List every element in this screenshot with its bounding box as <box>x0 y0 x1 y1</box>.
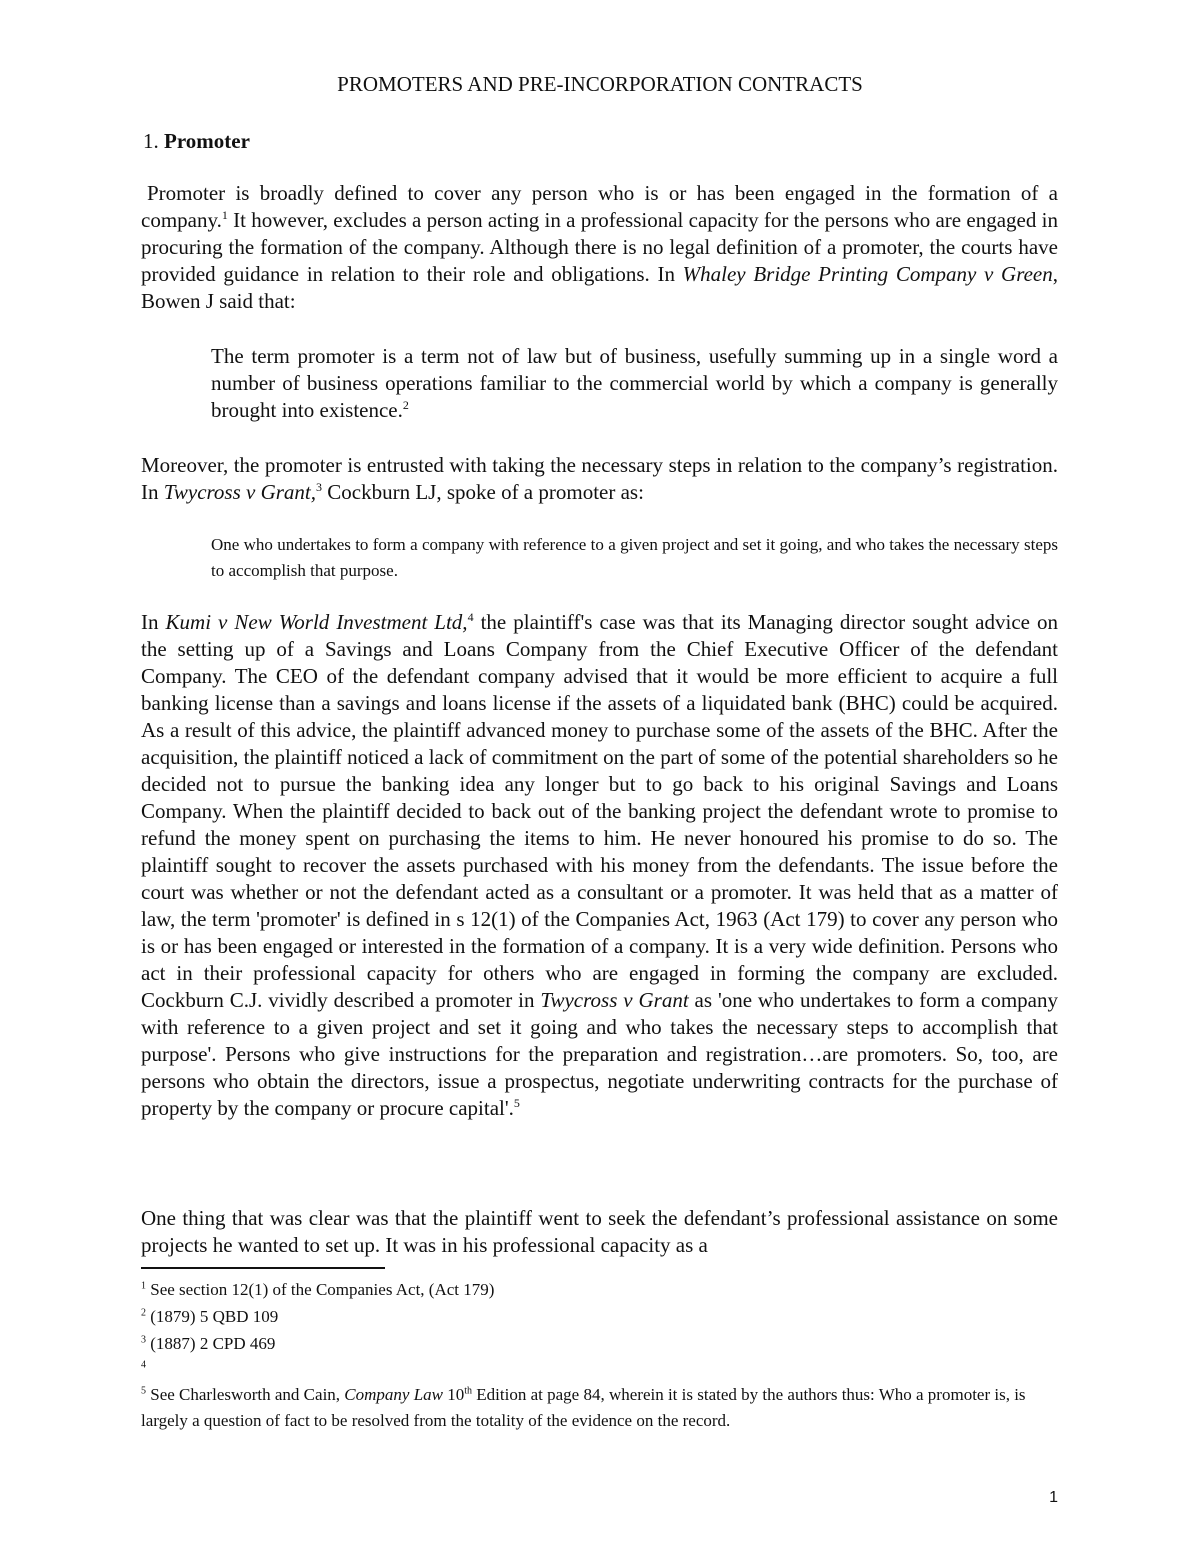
footnote-number: 4 <box>141 1359 146 1371</box>
text-run: It however, excludes a person acting in a professional capacity for the persons who are engaged in procuring the formation of the company. Although there is no legal definition of a promoter, the courts have provided guidance in relation to their role and obligations. In <box>141 208 1058 286</box>
footnote-3 <box>141 1331 1058 1357</box>
footnote-text: Edition at page 84, wherein it is stated by the authors thus: Who a promoter is, is largely a question of fact to be resolved from the totality of the evidence on the record. <box>141 1385 1026 1430</box>
footnote-text: 10 <box>443 1385 465 1404</box>
footnote-number: 1 <box>141 1280 146 1292</box>
block-quote-bowen <box>211 343 1058 424</box>
text-run: Moreover, the promoter is entrusted with taking the necessary steps in relation to the company’s registration. In <box>141 453 1058 504</box>
footnote-ref: 2 <box>402 398 409 412</box>
section-title: Promoter <box>164 129 250 153</box>
footnote-text: (1887) 2 CPD 469 <box>146 1334 276 1353</box>
text-run: In <box>141 610 166 634</box>
footnote-ref: 3 <box>316 480 322 494</box>
quote-text: The term promoter is a term not of law but of business, usefully summing up in a single word a number of business operations familiar to the commercial world by which a company is generally brought into existence. <box>211 344 1058 422</box>
footnote-4 <box>141 1356 1058 1382</box>
footnote-number: 5 <box>141 1385 146 1397</box>
section-number: 1. <box>143 129 159 153</box>
footnote-text: (1879) 5 QBD 109 <box>146 1307 279 1326</box>
footnote-number: 3 <box>141 1334 146 1346</box>
footnote-text: See Charlesworth and Cain, <box>146 1385 345 1404</box>
section-heading <box>143 127 250 155</box>
text-run: as 'one who undertakes to form a company with reference to a given project and set it going and who takes the necessary steps to accomplish that purpose'. Persons who give instructions for the preparation and registration…are promoters. So, too, are persons who obtain the directors, issue a prospectus, negotiate underwriting contracts for the purchase of property by the company or procure capital'. <box>141 988 1058 1120</box>
footnote-separator <box>141 1267 385 1269</box>
text-run: , Bowen J said that: <box>141 262 1058 313</box>
footnote-1 <box>141 1277 1058 1303</box>
case-name: Twycross v Grant, <box>163 480 316 504</box>
paragraph-registration <box>141 452 1058 506</box>
footnote-number: 2 <box>141 1307 146 1319</box>
text-run: the plaintiff's case was that its Managing director sought advice on the setting up of a Savings and Loans Company from the Chief Executive Officer of the defendant Company. The CEO of the defendant company advised that it would be more efficient to acquire a full banking license than a savings and loans license if the assets of a liquidated bank (BHC) could be acquired. As a result of this advice, the plaintiff advanced money to purchase some of the assets of the BHC. After the acquisition, the plaintiff noticed a lack of commitment on the part of some of the potential shareholders so he decided not to pursue the banking idea any longer but to go back to his original Savings and Loans Company. When the plaintiff decided to back out of the banking project the defendant wrote to promise to refund the money spent on purchasing the items to him. He never honoured his promise to do so. The plaintiff sought to recover the assets purchased with his money from the defendants. The issue before the court was whether or not the defendant acted as a consultant or a promoter. It was held that as a matter of law, the term 'promoter' is defined in s 12(1) of the Companies Act, 1963 (Act 179) to cover any person who is or has been engaged or interested in the formation of a company. It is a very wide definition. Persons who act in their professional capacity for others who are engaged in forming the company are excluded. Cockburn C.J. vividly described a promoter in <box>141 610 1058 1012</box>
document-title: PROMOTERS AND PRE-INCORPORATION CONTRACTS <box>337 72 863 96</box>
case-name: Twycross v Grant <box>540 988 689 1012</box>
paragraph-professional-assistance: One thing that was clear was that the plaintiff went to seek the defendant’s professional assistance on some projects he wanted to set up. It was in his professional capacity as a <box>141 1206 1058 1257</box>
ordinal-suffix: th <box>464 1385 473 1397</box>
paragraph-promoter-definition <box>141 180 1058 315</box>
footnote-5 <box>141 1382 1058 1434</box>
footnote-ref: 1 <box>221 208 228 222</box>
footnote-ref: 5 <box>513 1096 520 1110</box>
page-number: 1 <box>1049 1489 1058 1506</box>
footnote-2 <box>141 1304 1058 1330</box>
paragraph-kumi-case <box>141 609 1058 1122</box>
case-name: Kumi v New World Investment Ltd, <box>165 610 468 634</box>
footnote-ref: 4 <box>467 610 474 624</box>
book-title: Company Law <box>344 1385 444 1404</box>
footnote-text: See section 12(1) of the Companies Act, (Act 179) <box>146 1280 495 1299</box>
block-quote-cockburn: One who undertakes to form a company with reference to a given project and set it going, and who takes the necessary steps to accomplish that purpose. <box>211 535 1058 580</box>
text-run: Cockburn LJ, spoke of a promoter as: <box>322 480 644 504</box>
text-run: Promoter is broadly defined to cover any person who is or has been engaged in the formation of a company. <box>141 181 1058 232</box>
case-name: Whaley Bridge Printing Company v Green <box>682 262 1053 286</box>
